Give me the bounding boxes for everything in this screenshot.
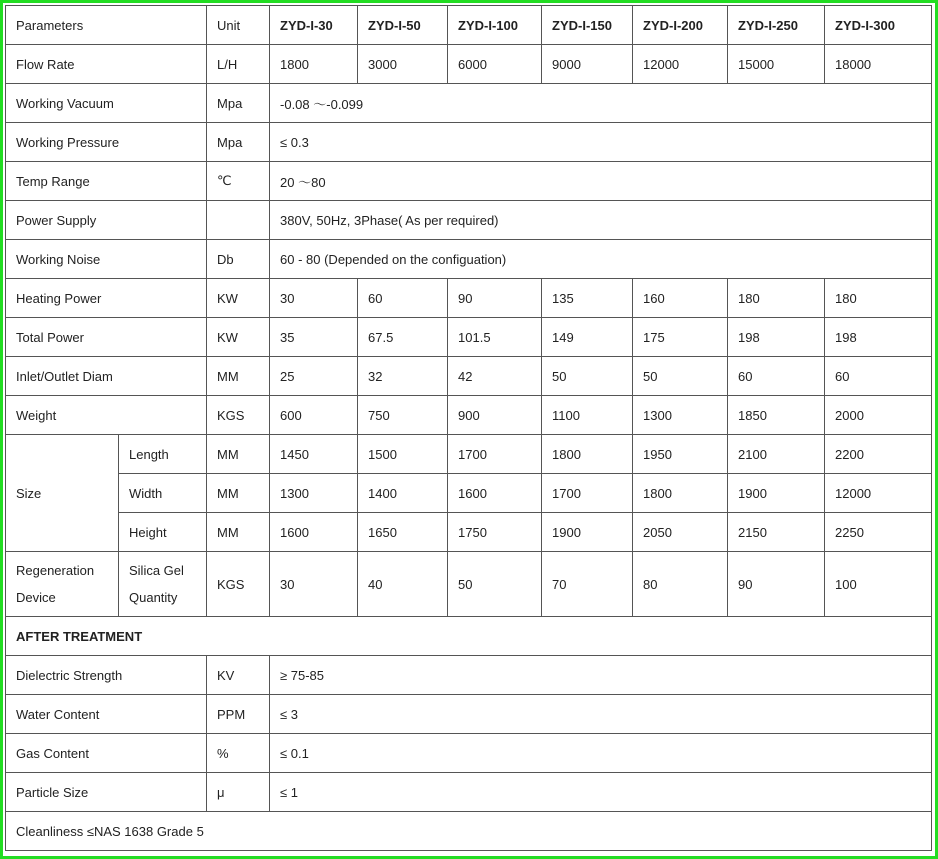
cell-value: 60 bbox=[358, 279, 448, 318]
cell-value: 1500 bbox=[358, 435, 448, 474]
row-sublabel: Height bbox=[119, 513, 207, 552]
table-row-size-length bbox=[6, 435, 932, 474]
row-label: Working Vacuum bbox=[6, 84, 207, 123]
cell-value: 1100 bbox=[542, 396, 633, 435]
header-unit: Unit bbox=[207, 6, 270, 45]
cell-value: ≥ 75-85 bbox=[270, 656, 932, 695]
cell-value: 750 bbox=[358, 396, 448, 435]
row-sublabel: Length bbox=[119, 435, 207, 474]
cell-value: 101.5 bbox=[448, 318, 542, 357]
header-model: ZYD-I-250 bbox=[728, 6, 825, 45]
cell-value: 9000 bbox=[542, 45, 633, 84]
cell-value: -0.08 ～-0.099 bbox=[270, 84, 932, 123]
row-sublabel: Width bbox=[119, 474, 207, 513]
row-unit: ℃ bbox=[207, 162, 270, 201]
cell-value: 2100 bbox=[728, 435, 825, 474]
cell-value: ≤ 0.3 bbox=[270, 123, 932, 162]
row-unit: KW bbox=[207, 279, 270, 318]
row-label: Temp Range bbox=[6, 162, 207, 201]
table-row-size-width bbox=[6, 474, 932, 513]
cell-value: 100 bbox=[825, 552, 932, 617]
header-model: ZYD-I-150 bbox=[542, 6, 633, 45]
cell-value: 1950 bbox=[633, 435, 728, 474]
table-row-total-power bbox=[6, 318, 932, 357]
cell-value: 1800 bbox=[270, 45, 358, 84]
cell-value: 135 bbox=[542, 279, 633, 318]
table-row-particle-size bbox=[6, 773, 932, 812]
header-parameters: Parameters bbox=[6, 6, 207, 45]
table-row-gas-content bbox=[6, 734, 932, 773]
table-row-after-treatment bbox=[6, 617, 932, 656]
cell-value: 900 bbox=[448, 396, 542, 435]
regeneration-sublabel-line2: Quantity bbox=[129, 590, 178, 605]
table-row-inlet-outlet-diam bbox=[6, 357, 932, 396]
row-unit: L/H bbox=[207, 45, 270, 84]
row-unit: KGS bbox=[207, 396, 270, 435]
row-unit bbox=[207, 201, 270, 240]
row-unit: % bbox=[207, 734, 270, 773]
row-unit: MM bbox=[207, 513, 270, 552]
row-unit: μ bbox=[207, 773, 270, 812]
row-label: Dielectric Strength bbox=[6, 656, 207, 695]
row-label: Heating Power bbox=[6, 279, 207, 318]
regeneration-label-line2: Device bbox=[16, 590, 56, 605]
row-label: Working Pressure bbox=[6, 123, 207, 162]
cell-value: 1850 bbox=[728, 396, 825, 435]
cell-value: 180 bbox=[728, 279, 825, 318]
table-row-water-content bbox=[6, 695, 932, 734]
cell-value: 32 bbox=[358, 357, 448, 396]
table-row-working-vacuum bbox=[6, 84, 932, 123]
row-label: Gas Content bbox=[6, 734, 207, 773]
cell-value: 30 bbox=[270, 552, 358, 617]
spec-table bbox=[5, 5, 932, 851]
table-row-flow-rate bbox=[6, 45, 932, 84]
cell-value: 2050 bbox=[633, 513, 728, 552]
cell-value: 50 bbox=[633, 357, 728, 396]
row-unit: PPM bbox=[207, 695, 270, 734]
section-title: AFTER TREATMENT bbox=[6, 617, 932, 656]
cell-value: 2000 bbox=[825, 396, 932, 435]
header-model: ZYD-I-200 bbox=[633, 6, 728, 45]
cell-value: 1700 bbox=[448, 435, 542, 474]
row-label: Flow Rate bbox=[6, 45, 207, 84]
cell-value: 90 bbox=[728, 552, 825, 617]
regeneration-sublabel-line1: Silica Gel bbox=[129, 563, 184, 578]
cell-value: ≤ 3 bbox=[270, 695, 932, 734]
table-row-working-noise bbox=[6, 240, 932, 279]
row-label: Inlet/Outlet Diam bbox=[6, 357, 207, 396]
row-label: Total Power bbox=[6, 318, 207, 357]
table-row-heating-power bbox=[6, 279, 932, 318]
row-label: Power Supply bbox=[6, 201, 207, 240]
cleanliness-note: Cleanliness ≤NAS 1638 Grade 5 bbox=[6, 812, 932, 851]
cell-value: 160 bbox=[633, 279, 728, 318]
cell-value: 1600 bbox=[270, 513, 358, 552]
row-unit: KGS bbox=[207, 552, 270, 617]
cell-value: 50 bbox=[448, 552, 542, 617]
row-unit: MM bbox=[207, 474, 270, 513]
cell-value: 1800 bbox=[542, 435, 633, 474]
cell-value: 1300 bbox=[270, 474, 358, 513]
table-row-temp-range bbox=[6, 162, 932, 201]
row-unit: KV bbox=[207, 656, 270, 695]
header-model: ZYD-I-30 bbox=[270, 6, 358, 45]
cell-value: 12000 bbox=[633, 45, 728, 84]
row-unit: MM bbox=[207, 357, 270, 396]
cell-value: 1700 bbox=[542, 474, 633, 513]
header-row bbox=[6, 6, 932, 45]
cell-value: ≤ 0.1 bbox=[270, 734, 932, 773]
cell-value: 3000 bbox=[358, 45, 448, 84]
cell-value: 15000 bbox=[728, 45, 825, 84]
cell-value: 600 bbox=[270, 396, 358, 435]
cell-value: 175 bbox=[633, 318, 728, 357]
row-unit: Mpa bbox=[207, 123, 270, 162]
cell-value: 1900 bbox=[542, 513, 633, 552]
row-label: Working Noise bbox=[6, 240, 207, 279]
cell-value: 1450 bbox=[270, 435, 358, 474]
row-label: Water Content bbox=[6, 695, 207, 734]
cell-value: 380V, 50Hz, 3Phase( As per required) bbox=[270, 201, 932, 240]
table-row-size-height bbox=[6, 513, 932, 552]
cell-value: 42 bbox=[448, 357, 542, 396]
row-unit: MM bbox=[207, 435, 270, 474]
cell-value: 1800 bbox=[633, 474, 728, 513]
cell-value: 40 bbox=[358, 552, 448, 617]
cell-value: 1400 bbox=[358, 474, 448, 513]
cell-value: 2150 bbox=[728, 513, 825, 552]
cell-value: 20 ～80 bbox=[270, 162, 932, 201]
regeneration-sublabel bbox=[119, 552, 207, 617]
cell-value: ≤ 1 bbox=[270, 773, 932, 812]
cell-value: 180 bbox=[825, 279, 932, 318]
regeneration-label-line1: Regeneration bbox=[16, 563, 95, 578]
cell-value: 70 bbox=[542, 552, 633, 617]
cell-value: 67.5 bbox=[358, 318, 448, 357]
cell-value: 1600 bbox=[448, 474, 542, 513]
regeneration-label bbox=[6, 552, 119, 617]
cell-value: 149 bbox=[542, 318, 633, 357]
table-row-dielectric-strength bbox=[6, 656, 932, 695]
header-model: ZYD-I-100 bbox=[448, 6, 542, 45]
cell-value: 2200 bbox=[825, 435, 932, 474]
cell-value: 80 bbox=[633, 552, 728, 617]
cell-value: 198 bbox=[728, 318, 825, 357]
header-model: ZYD-I-50 bbox=[358, 6, 448, 45]
table-row-working-pressure bbox=[6, 123, 932, 162]
cell-value: 1650 bbox=[358, 513, 448, 552]
cell-value: 198 bbox=[825, 318, 932, 357]
cell-value: 60 bbox=[825, 357, 932, 396]
cell-value: 60 - 80 (Depended on the configuation) bbox=[270, 240, 932, 279]
cell-value: 1300 bbox=[633, 396, 728, 435]
cell-value: 18000 bbox=[825, 45, 932, 84]
cell-value: 60 bbox=[728, 357, 825, 396]
cell-value: 1900 bbox=[728, 474, 825, 513]
row-label: Weight bbox=[6, 396, 207, 435]
row-unit: Db bbox=[207, 240, 270, 279]
table-row-regeneration bbox=[6, 552, 932, 617]
row-unit: Mpa bbox=[207, 84, 270, 123]
table-row-cleanliness bbox=[6, 812, 932, 851]
cell-value: 12000 bbox=[825, 474, 932, 513]
size-label: Size bbox=[6, 435, 119, 552]
cell-value: 2250 bbox=[825, 513, 932, 552]
table-row-power-supply bbox=[6, 201, 932, 240]
cell-value: 30 bbox=[270, 279, 358, 318]
cell-value: 1750 bbox=[448, 513, 542, 552]
table-row-weight bbox=[6, 396, 932, 435]
row-unit: KW bbox=[207, 318, 270, 357]
cell-value: 90 bbox=[448, 279, 542, 318]
cell-value: 25 bbox=[270, 357, 358, 396]
row-label: Particle Size bbox=[6, 773, 207, 812]
cell-value: 50 bbox=[542, 357, 633, 396]
header-model: ZYD-I-300 bbox=[825, 6, 932, 45]
cell-value: 35 bbox=[270, 318, 358, 357]
cell-value: 6000 bbox=[448, 45, 542, 84]
